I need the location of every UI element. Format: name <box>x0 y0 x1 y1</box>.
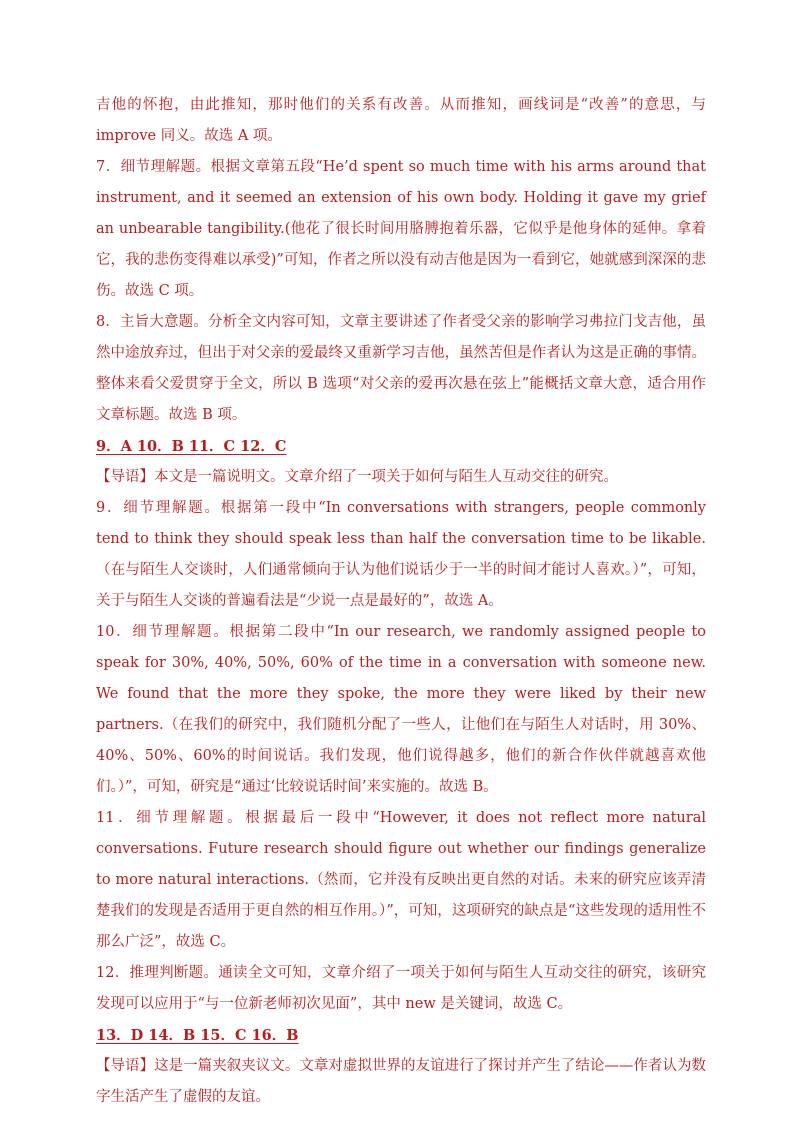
answer-key-13-16: 13．D 14．B 15．C 16．B <box>96 1027 299 1044</box>
paragraph-q11: 11．细节理解题。根据最后一段中“However, it does not reflect more natural conversations. Future research should figure out whether our findings generalize to more natural interactions.（然而，它并没有反映出更自然的对话。未来的研究应该弄清楚我们的发现是否适用于更自然的相互作用。）”，可知，这项研究的缺点是“这些发现的适用性不那么广泛”，故选 C。 <box>96 810 706 950</box>
paragraph-q12: 12．推理判断题。通读全文可知，文章介绍了一项关于如何与陌生人互动交往的研究，该研究发现可以应用于“与一位新老师初次见面”，其中 new 是关键词，故选 C。 <box>96 965 706 1012</box>
document-page <box>96 90 706 1113</box>
paragraph-2: 7．细节理解题。根据文章第五段“He’d spent so much time with his arms around that instrument, and it seemed an extension of his own body. Holding it gave my grief an unbearable tangibility.(他花了很长时间用胳膊抱着乐器，它似乎是他身体的延伸。拿着它，我的悲伤变得难以承受)”可知，作者之所以没有动吉他是因为一看到它，她就感到深深的悲伤。故选 C 项。 <box>96 159 706 299</box>
paragraph-q10: 10．细节理解题。根据第二段中“In our research, we randomly assigned people to speak for 30%, 40%, 50%, 60% of the time in a conversation with someone new. We found that the more they spoke, the more they were liked by their new partners.（在我们的研究中，我们随机分配了一些人，让他们在与陌生人对话时，用 30%、40%、50%、60%的时间说话。我们发现，他们说得越多，他们的新合作伙伴就越喜欢他们。）”，可知，研究是“通过‘比较说话时间’来实施的。故选 B。 <box>96 624 706 795</box>
answer-key-9-12: 9．A 10．B 11．C 12．C <box>96 438 287 455</box>
paragraph-q9: 9．细节理解题。根据第一段中“In conversations with strangers, people commonly tend to think they should speak less than half the conversation time to be likable.（在与陌生人交谈时，人们通常倾向于认为他们说话少于一半的时间才能讨人喜欢。）”，可知，关于与陌生人交谈的普遍看法是“少说一点是最好的”，故选 A。 <box>96 500 706 609</box>
paragraph-1: 吉他的怀抱，由此推知，那时他们的关系有改善。从而推知，画线词是“改善”的意思，与 improve 同义。故选 A 项。 <box>96 97 706 144</box>
paragraph-3: 8．主旨大意题。分析全文内容可知，文章主要讲述了作者受父亲的影响学习弗拉门戈吉他，虽然中途放弃过，但出于对父亲的爱最终又重新学习吉他，虽然苦但是作者认为这是正确的事情。整体来看父爱贯穿于全文，所以 B 选项“对父亲的爱再次悬在弦上”能概括文章大意，适合用作文章标题。故选 B 项。 <box>96 314 706 423</box>
guide-paragraph-2: 【导语】本文是一篇说明文。文章介绍了一项关于如何与陌生人互动交往的研究。 <box>96 469 618 485</box>
guide-paragraph-3: 【导语】这是一篇夹叙夹议文。文章对虚拟世界的友谊进行了探讨并产生了结论——作者认为数字生活产生了虚假的友谊。 <box>96 1058 706 1105</box>
